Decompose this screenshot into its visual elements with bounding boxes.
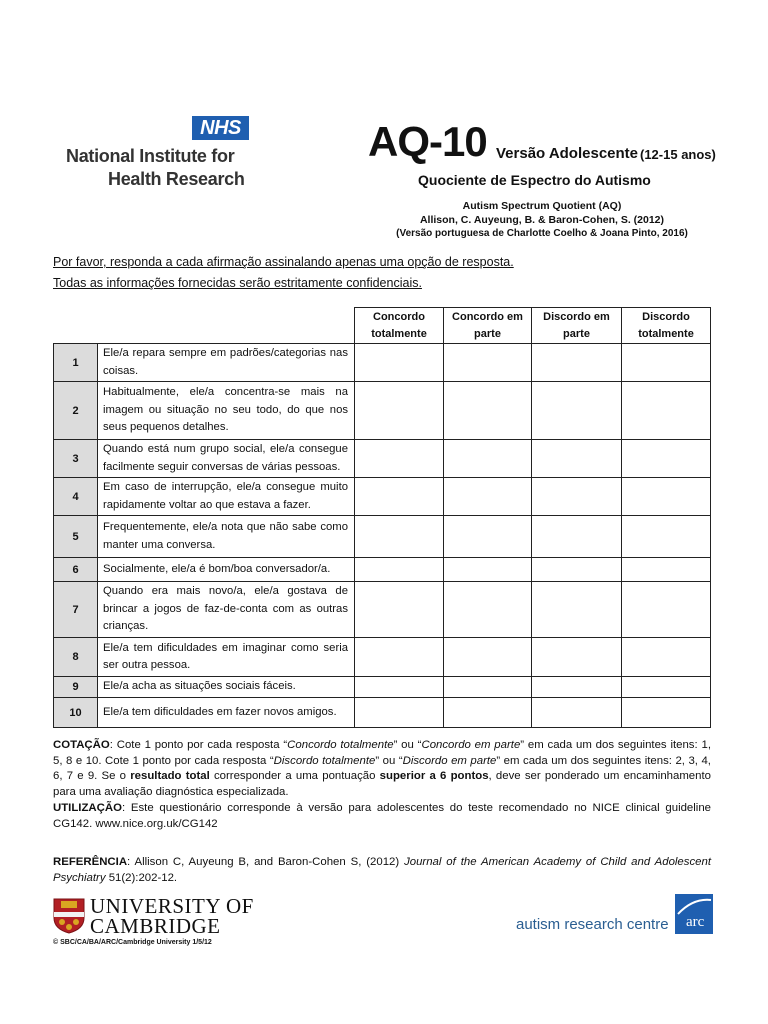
answer-concordo-em-parte[interactable] bbox=[444, 558, 532, 582]
item-number: 9 bbox=[54, 677, 98, 698]
scoring-option: Discordo totalmente bbox=[273, 754, 376, 767]
item-number: 10 bbox=[54, 698, 98, 728]
answer-concordo-totalmente[interactable] bbox=[355, 516, 444, 558]
answer-concordo-totalmente[interactable] bbox=[355, 698, 444, 728]
item-text: Socialmente, ele/a é bom/boa conversador/a. bbox=[98, 558, 355, 582]
answer-discordo-totalmente[interactable] bbox=[622, 582, 711, 638]
answer-discordo-totalmente[interactable] bbox=[622, 677, 711, 698]
answer-concordo-em-parte[interactable] bbox=[444, 582, 532, 638]
answer-concordo-totalmente[interactable] bbox=[355, 478, 444, 516]
answer-concordo-em-parte[interactable] bbox=[444, 382, 532, 440]
answer-discordo-totalmente[interactable] bbox=[622, 638, 711, 677]
scoring-emphasis: superior a 6 pontos bbox=[379, 770, 489, 782]
scoring-text: corresponder a uma pontuação bbox=[209, 770, 380, 782]
cambridge-shield-icon bbox=[53, 898, 85, 934]
version-label: Versão Adolescente bbox=[496, 145, 639, 162]
table-row bbox=[54, 478, 711, 516]
answer-discordo-em-parte[interactable] bbox=[532, 582, 622, 638]
column-header bbox=[444, 308, 532, 344]
reference-label: REFERÊNCIA bbox=[53, 856, 128, 868]
answer-concordo-totalmente[interactable] bbox=[355, 638, 444, 677]
column-header-line2: totalmente bbox=[371, 327, 427, 340]
column-header-line1: Concordo bbox=[373, 310, 425, 323]
institute-name-line2: Health Research bbox=[108, 169, 245, 189]
table-row bbox=[54, 698, 711, 728]
reference-paragraph bbox=[53, 855, 711, 886]
scoring-text: ” em cada um dos seguintes itens: 1, 5, 8 e 10. Cote 1 ponto por cada resposta “ bbox=[53, 739, 711, 767]
column-header-line1: Discordo em bbox=[543, 310, 610, 323]
table-row bbox=[54, 677, 711, 698]
item-text: Ele/a tem dificuldades em imaginar como seria ser outra pessoa. bbox=[98, 638, 355, 677]
scoring-paragraph bbox=[53, 738, 711, 800]
column-header bbox=[355, 308, 444, 344]
copyright: © SBC/CA/BA/ARC/Cambridge University 1/5/12 bbox=[53, 939, 212, 946]
scoring-text: ” ou “ bbox=[393, 739, 422, 751]
answer-discordo-em-parte[interactable] bbox=[532, 638, 622, 677]
item-number: 1 bbox=[54, 344, 98, 382]
blank-header bbox=[54, 308, 355, 344]
table-row bbox=[54, 558, 711, 582]
item-number: 7 bbox=[54, 582, 98, 638]
answer-discordo-totalmente[interactable] bbox=[622, 440, 711, 478]
questionnaire-table bbox=[53, 307, 711, 728]
citation-line3: (Versão portuguesa de Charlotte Coelho & Joana Pinto, 2016) bbox=[396, 228, 688, 239]
instruction-line1: Por favor, responda a cada afirmação assinalando apenas uma opção de resposta. bbox=[53, 255, 514, 269]
answer-discordo-totalmente[interactable] bbox=[622, 382, 711, 440]
answer-concordo-em-parte[interactable] bbox=[444, 440, 532, 478]
scoring-text: , deve ser ponderado um encaminhamento para uma avaliação diagnóstica especializada. bbox=[53, 770, 711, 798]
table-row bbox=[54, 516, 711, 558]
reference-journal: Journal of the American Academy of Child and Adolescent Psychiatry bbox=[53, 856, 711, 884]
answer-discordo-totalmente[interactable] bbox=[622, 478, 711, 516]
subtitle: Quociente de Espectro do Autismo bbox=[418, 172, 651, 188]
usage-paragraph bbox=[53, 801, 711, 832]
citation-line2: Allison, C. Auyeung, B. & Baron-Cohen, S. (2012) bbox=[419, 214, 665, 226]
scoring-text: : Cote 1 ponto por cada resposta “ bbox=[109, 739, 288, 751]
answer-discordo-totalmente[interactable] bbox=[622, 558, 711, 582]
column-header-line1: Concordo em bbox=[452, 310, 523, 323]
column-header-line2: totalmente bbox=[638, 327, 694, 340]
item-text: Quando era mais novo/a, ele/a gostava de brincar a jogos de faz-de-conta com as outras crianças. bbox=[98, 582, 355, 638]
answer-discordo-em-parte[interactable] bbox=[532, 698, 622, 728]
usage-label: UTILIZAÇÃO bbox=[53, 802, 122, 814]
column-header-line2: parte bbox=[563, 327, 590, 340]
item-text: Ele/a tem dificuldades em fazer novos amigos. bbox=[98, 698, 355, 728]
item-text: Frequentemente, ele/a nota que não sabe como manter uma conversa. bbox=[98, 516, 355, 558]
column-header-line1: Discordo bbox=[642, 310, 690, 323]
answer-concordo-em-parte[interactable] bbox=[444, 344, 532, 382]
item-text: Ele/a acha as situações sociais fáceis. bbox=[98, 677, 355, 698]
answer-concordo-totalmente[interactable] bbox=[355, 558, 444, 582]
answer-concordo-totalmente[interactable] bbox=[355, 677, 444, 698]
table-row bbox=[54, 582, 711, 638]
answer-concordo-em-parte[interactable] bbox=[444, 677, 532, 698]
answer-concordo-totalmente[interactable] bbox=[355, 344, 444, 382]
page-title: AQ-10 bbox=[368, 118, 487, 165]
answer-discordo-em-parte[interactable] bbox=[532, 516, 622, 558]
table-row bbox=[54, 440, 711, 478]
answer-discordo-em-parte[interactable] bbox=[532, 382, 622, 440]
answer-concordo-em-parte[interactable] bbox=[444, 698, 532, 728]
answer-discordo-em-parte[interactable] bbox=[532, 440, 622, 478]
answer-discordo-em-parte[interactable] bbox=[532, 558, 622, 582]
cambridge-name-line2: CAMBRIDGE bbox=[90, 914, 221, 938]
column-header bbox=[532, 308, 622, 344]
item-text: Habitualmente, ele/a concentra-se mais na imagem ou situação no seu todo, do que nos seus pequenos detalhes. bbox=[98, 382, 355, 440]
item-number: 5 bbox=[54, 516, 98, 558]
item-number: 6 bbox=[54, 558, 98, 582]
column-header bbox=[622, 308, 711, 344]
answer-concordo-em-parte[interactable] bbox=[444, 516, 532, 558]
answer-concordo-totalmente[interactable] bbox=[355, 440, 444, 478]
answer-discordo-em-parte[interactable] bbox=[532, 677, 622, 698]
item-number: 4 bbox=[54, 478, 98, 516]
usage-text: : Este questionário corresponde à versão para adolescentes do teste recomendado no NICE clinical guideline CG142. www.nice.org.uk/CG142 bbox=[53, 802, 711, 830]
answer-discordo-totalmente[interactable] bbox=[622, 516, 711, 558]
cambridge-name-line1: UNIVERSITY OF bbox=[90, 894, 254, 918]
item-number: 3 bbox=[54, 440, 98, 478]
answer-discordo-em-parte[interactable] bbox=[532, 478, 622, 516]
scoring-option: Concordo em parte bbox=[421, 739, 521, 751]
item-text: Em caso de interrupção, ele/a consegue muito rapidamente voltar ao que estava a fazer. bbox=[98, 478, 355, 516]
scoring-text: ” ou “ bbox=[375, 754, 403, 767]
reference-text: : Allison C, Auyeung B, and Baron-Cohen S, (2012) bbox=[127, 856, 405, 868]
citation-line1: Autism Spectrum Quotient (AQ) bbox=[462, 200, 622, 212]
item-number: 2 bbox=[54, 382, 98, 440]
answer-discordo-totalmente[interactable] bbox=[622, 698, 711, 728]
header-row bbox=[54, 308, 711, 344]
institute-name-line1: National Institute for bbox=[66, 146, 235, 166]
arc-logo bbox=[675, 894, 713, 934]
scoring-option: Discordo em parte bbox=[402, 754, 497, 767]
table-row bbox=[54, 344, 711, 382]
answer-concordo-totalmente[interactable] bbox=[355, 382, 444, 440]
answer-discordo-totalmente[interactable] bbox=[622, 344, 711, 382]
item-number: 8 bbox=[54, 638, 98, 677]
age-range: (12-15 anos) bbox=[640, 147, 716, 162]
scoring-text: ” em cada um dos seguintes itens: 2, 3, 4, 6, 7 e 9. Se o bbox=[53, 754, 711, 782]
answer-concordo-em-parte[interactable] bbox=[444, 638, 532, 677]
arc-name: autism research centre bbox=[516, 916, 669, 933]
scoring-emphasis: resultado total bbox=[130, 770, 210, 782]
table-row bbox=[54, 638, 711, 677]
answer-concordo-em-parte[interactable] bbox=[444, 478, 532, 516]
answer-discordo-em-parte[interactable] bbox=[532, 344, 622, 382]
scoring-label: COTAÇÃO bbox=[53, 739, 110, 751]
item-text: Ele/a repara sempre em padrões/categorias nas coisas. bbox=[98, 344, 355, 382]
instruction-line2: Todas as informações fornecidas serão estritamente confidenciais. bbox=[53, 276, 422, 290]
answer-concordo-totalmente[interactable] bbox=[355, 582, 444, 638]
column-header-line2: parte bbox=[474, 327, 501, 340]
nhs-logo: NHS bbox=[192, 116, 249, 140]
scoring-option: Concordo totalmente bbox=[287, 739, 394, 751]
item-text: Quando está num grupo social, ele/a consegue facilmente seguir conversas de várias pessoas. bbox=[98, 440, 355, 478]
table-row bbox=[54, 382, 711, 440]
arc-logo-text: arc bbox=[686, 914, 705, 930]
reference-text: 51(2):202-12. bbox=[105, 871, 178, 884]
